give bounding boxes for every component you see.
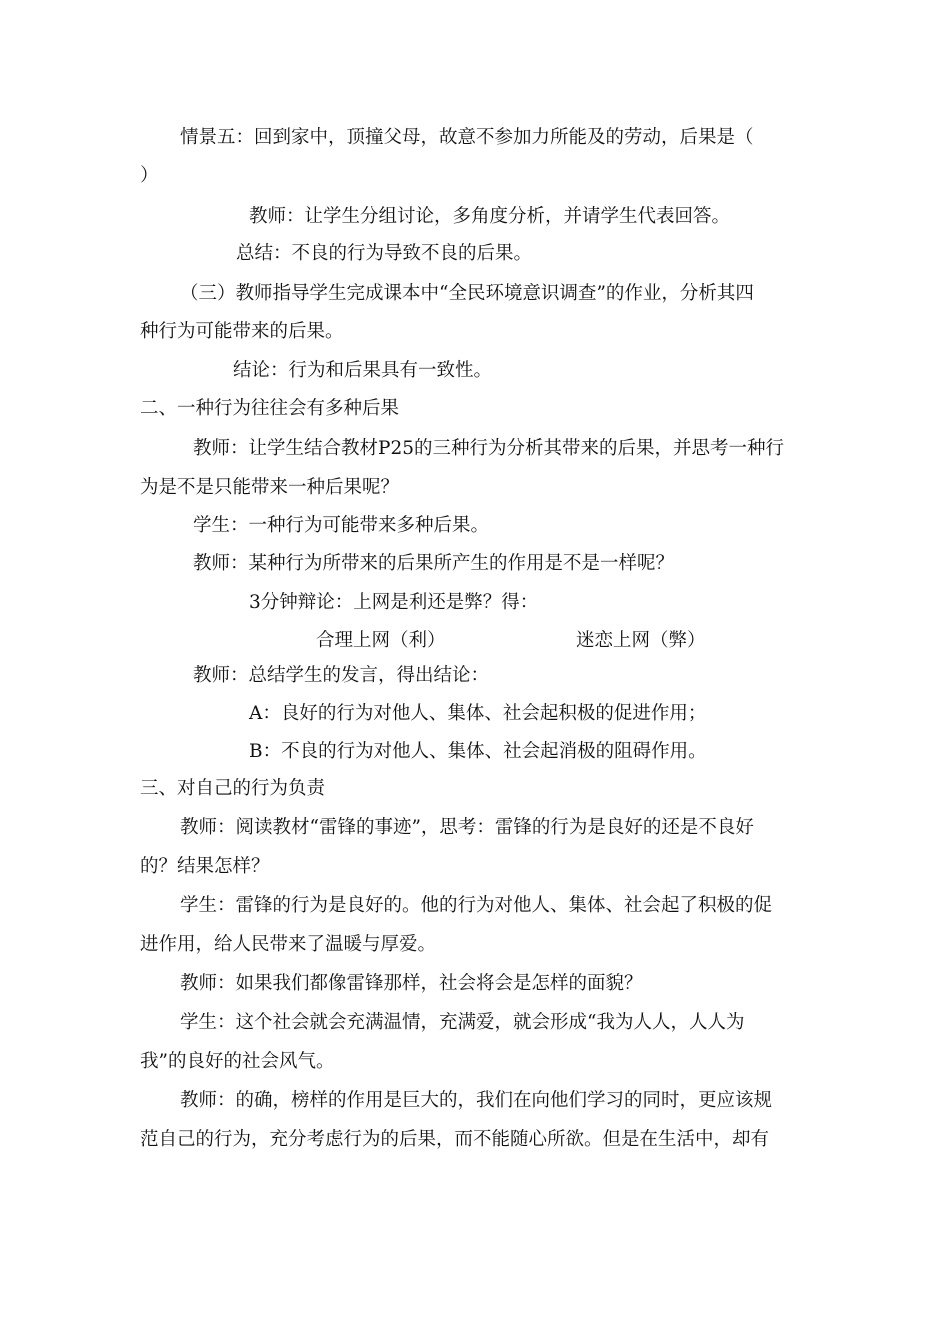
paragraph-line: 教师：如果我们都像雷锋那样，社会将会是怎样的面貌？	[180, 973, 643, 994]
paragraph-line: 学生：一种行为可能带来多种后果。	[193, 515, 490, 536]
paragraph-line: 教师：总结学生的发言，得出结论：	[193, 665, 490, 686]
debate-side-left: 合理上网（利）	[316, 630, 446, 651]
paragraph-line: 学生：这个社会就会充满温情，充满爱，就会形成“我为人人，人人为	[180, 1012, 745, 1033]
paragraph-line: 3分钟辩论：上网是利还是弊？得：	[249, 592, 539, 613]
paragraph-line: 教师：让学生分组讨论，多角度分析，并请学生代表回答。	[249, 206, 731, 227]
debate-side-right: 迷恋上网（弊）	[576, 630, 706, 651]
paragraph-line: 种行为可能带来的后果。	[140, 321, 344, 342]
paragraph-line: 教师：阅读教材“雷锋的事迹”，思考：雷锋的行为是良好的还是不良好	[180, 817, 754, 838]
paragraph-line: 教师：某种行为所带来的后果所产生的作用是不是一样呢？	[193, 553, 675, 574]
paragraph-line: 范自己的行为，充分考虑行为的后果，而不能随心所欲。但是在生活中，却有	[140, 1129, 770, 1150]
paragraph-line: 情景五：回到家中，顶撞父母，故意不参加力所能及的劳动，后果是（	[180, 127, 754, 148]
section-heading: 三、对自己的行为负责	[140, 778, 326, 799]
paragraph-line: （三）教师指导学生完成课本中“全民环境意识调查”的作业，分析其四	[180, 283, 754, 304]
paragraph-line: 进作用，给人民带来了温暖与厚爱。	[140, 934, 437, 955]
paragraph-line: ）	[140, 165, 159, 186]
paragraph-line: 为是不是只能带来一种后果呢？	[140, 477, 400, 498]
paragraph-line: 学生：雷锋的行为是良好的。他的行为对他人、集体、社会起了积极的促	[180, 895, 773, 916]
conclusion-item-b: B：不良的行为对他人、集体、社会起消极的阻碍作用。	[249, 741, 707, 762]
paragraph-line: 教师：的确，榜样的作用是巨大的，我们在向他们学习的同时，更应该规	[180, 1090, 773, 1111]
section-heading: 二、一种行为往往会有多种后果	[140, 398, 400, 419]
paragraph-line: 我”的良好的社会风气。	[140, 1051, 335, 1072]
paragraph-line: 结论：行为和后果具有一致性。	[233, 360, 493, 381]
paragraph-line: 教师：让学生结合教材P25的三种行为分析其带来的后果，并思考一种行	[193, 438, 784, 459]
paragraph-line: 总结：不良的行为导致不良的后果。	[236, 243, 533, 264]
paragraph-line: 的？结果怎样？	[140, 856, 270, 877]
conclusion-item-a: A：良好的行为对他人、集体、社会起积极的促进作用；	[249, 703, 707, 724]
